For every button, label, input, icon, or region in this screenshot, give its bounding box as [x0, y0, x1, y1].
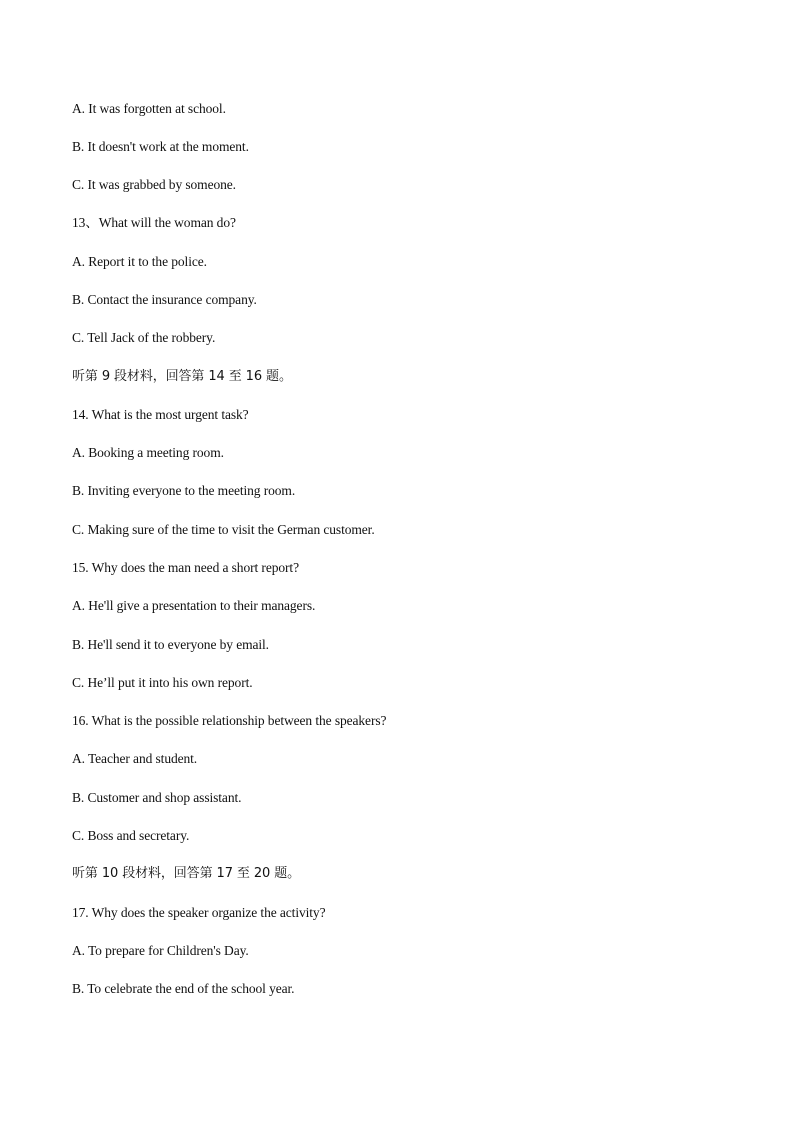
option-15c: C. He’ll put it into his own report.: [72, 675, 253, 690]
option-16b: B. Customer and shop assistant.: [72, 790, 242, 805]
question-13: 13、What will the woman do?: [72, 215, 236, 230]
option-13c: C. Tell Jack of the robbery.: [72, 330, 216, 345]
option-14a: A. Booking a meeting room.: [72, 445, 224, 460]
question-17: 17. Why does the speaker organize the activity?: [72, 905, 326, 920]
option-12a: A. It was forgotten at school.: [72, 101, 226, 116]
option-16c: C. Boss and secretary.: [72, 828, 190, 843]
question-15: 15. Why does the man need a short report?: [72, 560, 299, 575]
option-17a: A. To prepare for Children's Day.: [72, 943, 249, 958]
option-13b: B. Contact the insurance company.: [72, 292, 257, 307]
option-13a: A. Report it to the police.: [72, 254, 207, 269]
option-16a: A. Teacher and student.: [72, 751, 198, 766]
question-14: 14. What is the most urgent task?: [72, 407, 249, 422]
option-12c: C. It was grabbed by someone.: [72, 177, 236, 192]
option-15a: A. He'll give a presentation to their managers.: [72, 598, 316, 613]
option-17b: B. To celebrate the end of the school year.: [72, 981, 295, 996]
option-14b: B. Inviting everyone to the meeting room.: [72, 483, 296, 498]
section-instruction-9: 听第 9 段材料，回答第 14 至 16 题。: [72, 369, 292, 384]
question-16: 16. What is the possible relationship between the speakers?: [72, 713, 387, 728]
option-14c: C. Making sure of the time to visit the German customer.: [72, 522, 375, 537]
option-15b: B. He'll send it to everyone by email.: [72, 637, 269, 652]
option-12b: B. It doesn't work at the moment.: [72, 139, 249, 154]
section-instruction-10: 听第 10 段材料，回答第 17 至 20 题。: [72, 866, 301, 881]
